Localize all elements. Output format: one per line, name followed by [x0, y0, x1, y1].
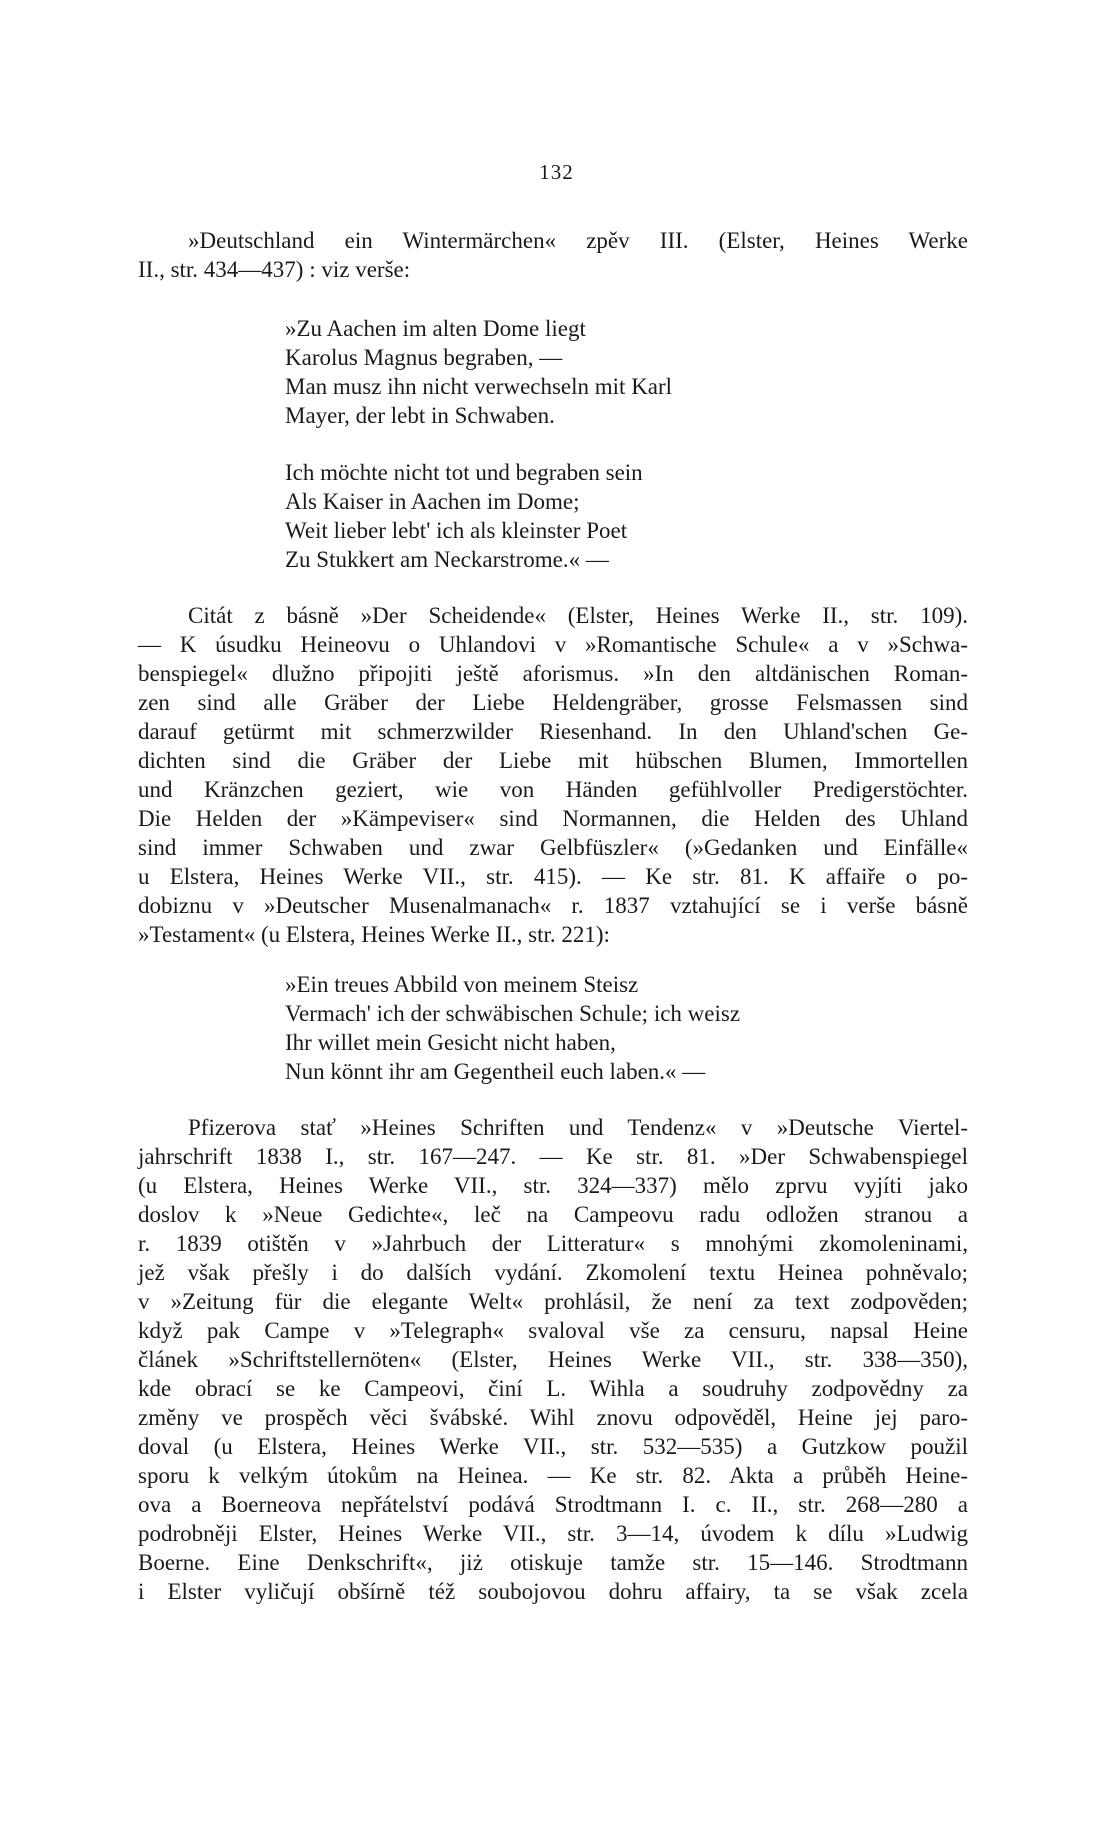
text-line: darauf getürmt mit schmerzwilder Riesenhand. In den Uhland'schen Ge-	[138, 719, 968, 744]
text-line: sind immer Schwaben und zwar Gelbfüszler« (»Gedanken und Einfälle«	[138, 835, 968, 860]
text-line: zen sind alle Gräber der Liebe Heldengräber, grosse Felsmassen sind	[138, 690, 968, 715]
paragraph-3	[138, 1113, 968, 1606]
verse-line: Mayer, der lebt in Schwaben.	[285, 403, 555, 428]
text-line: jahrschrift 1838 I., str. 167—247. — Ke str. 81. »Der Schwabenspiegel	[138, 1144, 968, 1169]
paragraph-2	[138, 601, 968, 949]
text-line: r. 1839 otištěn v »Jahrbuch der Litteratur« s mnohými zkomoleninami,	[138, 1231, 968, 1256]
text-line: benspiegel« dlužno připojiti ještě aforismus. »In den altdänischen Roman-	[138, 661, 968, 686]
text-line: II., str. 434—437) : viz verše:	[138, 257, 411, 282]
verse-line: Als Kaiser in Aachen im Dome;	[285, 489, 580, 514]
verse-line: »Zu Aachen im alten Dome liegt	[285, 316, 586, 341]
text-line: »Deutschland ein Wintermärchen« zpěv III. (Elster, Heines Werke	[188, 228, 968, 253]
text-line: dichten sind die Gräber der Liebe mit hübschen Blumen, Immortellen	[138, 748, 968, 773]
verse-line: Nun könnt ihr am Gegentheil euch laben.« —	[285, 1059, 706, 1084]
paragraph-1	[138, 226, 968, 284]
text-line: (u Elstera, Heines Werke VII., str. 324—337) mělo zprvu vyjíti jako	[138, 1173, 968, 1198]
text-line: sporu k velkým útokům na Heinea. — Ke str. 82. Akta a průběh Heine-	[138, 1463, 968, 1488]
text-line: i Elster vyličují obšírně též soubojovou dohru affairy, ta se však zcela	[138, 1579, 968, 1604]
text-line: v »Zeitung für die elegante Welt« prohlásil, že není za text zodpověden;	[138, 1289, 968, 1314]
verse-line: Zu Stukkert am Neckarstrome.« —	[285, 547, 609, 572]
text-line: podrobněji Elster, Heines Werke VII., str. 3—14, úvodem k dílu »Ludwig	[138, 1521, 968, 1546]
text-line: und Kränzchen geziert, wie von Händen gefühlvoller Predigerstöchter.	[138, 777, 968, 802]
text-line: článek »Schriftstellernöten« (Elster, Heines Werke VII., str. 338—350),	[138, 1347, 968, 1372]
verse-line: »Ein treues Abbild von meinem Steisz	[285, 972, 639, 997]
text-line: kde obrací se ke Campeovi, činí L. Wihla a soudruhy zodpovědny za	[138, 1376, 968, 1401]
text-line: Die Helden der »Kämpeviser« sind Normannen, die Helden des Uhland	[138, 806, 968, 831]
text-line: změny ve prospěch věci švábské. Wihl znovu odpověděl, Heine jej paro-	[138, 1405, 968, 1430]
poem-stanza-3	[285, 970, 740, 1086]
text-line: Boerne. Eine Denkschrift«, jiż otiskuje tamže str. 15—146. Strodtmann	[138, 1550, 968, 1575]
text-line: dobiznu v »Deutscher Musenalmanach« r. 1837 vztahující se i verše básně	[138, 893, 968, 918]
text-line: »Testament« (u Elstera, Heines Werke II., str. 221):	[138, 922, 610, 947]
page-number: 132	[539, 160, 574, 184]
verse-line: Ich möchte nicht tot und begraben sein	[285, 460, 643, 485]
verse-line: Man musz ihn nicht verwechseln mit Karl	[285, 374, 673, 399]
text-line: — K úsudku Heineovu o Uhlandovi v »Romantische Schule« a v »Schwa-	[138, 632, 968, 657]
poem-stanza-1	[285, 314, 672, 430]
text-line: Pfizerova stať »Heines Schriften und Tendenz« v »Deutsche Viertel-	[188, 1115, 968, 1140]
text-line: doval (u Elstera, Heines Werke VII., str. 532—535) a Gutzkow použil	[138, 1434, 968, 1459]
text-line: když pak Campe v »Telegraph« svaloval vše za censuru, napsal Heine	[138, 1318, 968, 1343]
verse-line: Ihr willet mein Gesicht nicht haben,	[285, 1030, 616, 1055]
poem-stanza-2	[285, 458, 643, 574]
text-line: jež však přešly i do dalších vydání. Zkomolení textu Heinea pohněvalo;	[138, 1260, 968, 1285]
verse-line: Vermach' ich der schwäbischen Schule; ich weisz	[285, 1001, 741, 1026]
text-line: u Elstera, Heines Werke VII., str. 415). — Ke str. 81. K affaiře o po-	[138, 864, 968, 889]
text-line: doslov k »Neue Gedichte«, leč na Campeovu radu odložen stranou a	[138, 1202, 968, 1227]
verse-line: Karolus Magnus begraben, —	[285, 345, 563, 370]
text-line: ova a Boerneova nepřátelství podává Strodtmann I. c. II., str. 268—280 a	[138, 1492, 968, 1517]
verse-line: Weit lieber lebt' ich als kleinster Poet	[285, 518, 628, 543]
text-line: Citát z básně »Der Scheidende« (Elster, Heines Werke II., str. 109).	[188, 603, 968, 628]
